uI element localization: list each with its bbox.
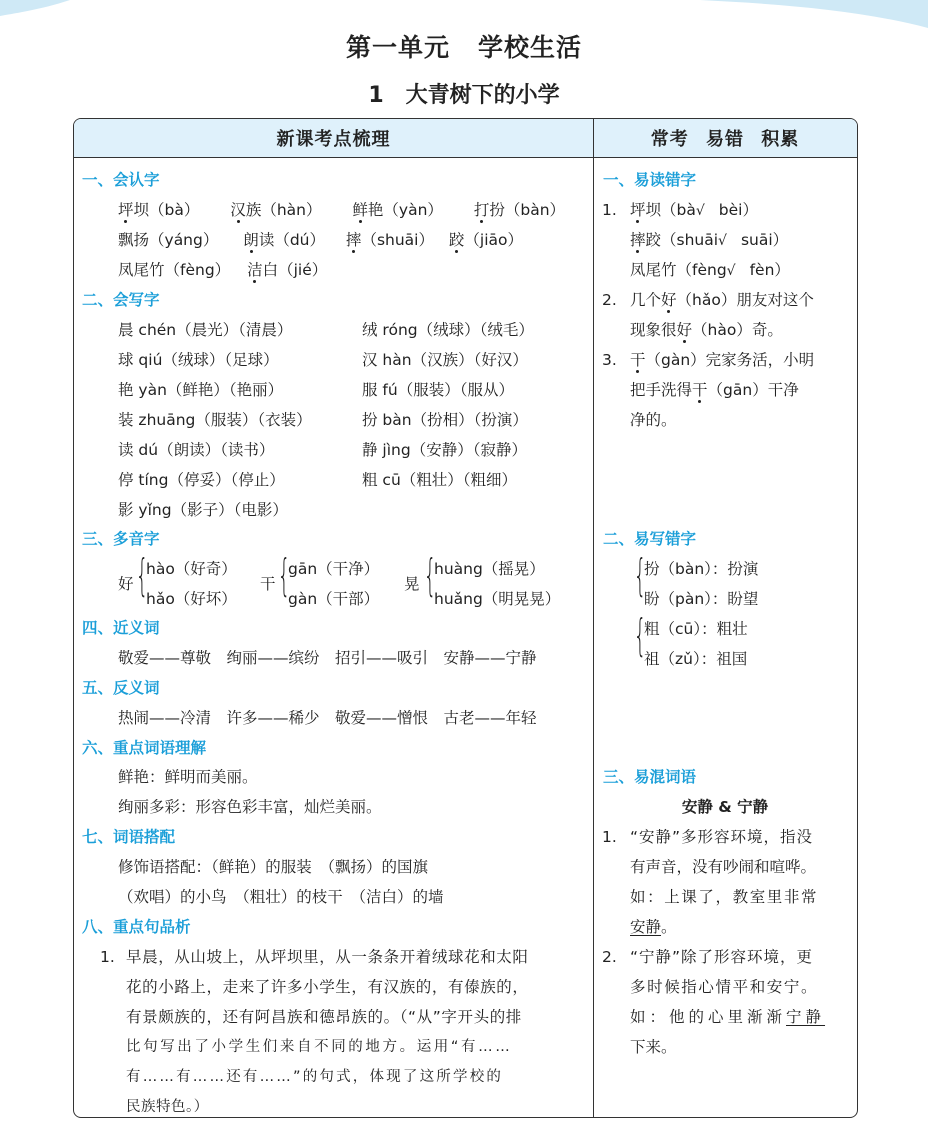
check-icon: √: [726, 263, 736, 279]
char-row: [118, 199, 565, 221]
section-title: 四、近义词: [82, 619, 160, 637]
item-number: 1.: [602, 828, 617, 846]
explanation-line: “宁静”除了形容环境，更: [630, 948, 814, 966]
miswritten-item: 盼（pàn）：盼望: [644, 590, 759, 608]
polyphone-reading: huàng（摇晃）: [434, 560, 545, 578]
char: 摔: [345, 231, 362, 249]
check-icon: √: [718, 233, 727, 249]
sentence-line: 早晨，从山坡上，从坪坝里，从一条条开着绒球花和太阳: [126, 948, 529, 966]
explanation-line: 有声音，没有吵闹和喧哗。: [630, 858, 817, 876]
column-divider: [593, 119, 594, 1118]
write-char-item: 艳 yàn（鲜艳）（艳丽）: [118, 381, 284, 399]
write-char-item: 停 tíng（停妥）（停止）: [118, 471, 285, 489]
pinyin: bèi）: [718, 201, 758, 219]
misread-item: [630, 349, 814, 371]
pinyin: 坝（bà: [645, 201, 696, 219]
char: 洁: [247, 261, 263, 279]
write-char-item: 静 jìng（安静）（寂静）: [362, 441, 527, 459]
polyphone-char: 干: [260, 575, 276, 593]
char-pinyin: 读（dú）: [258, 231, 325, 249]
char: 汉: [230, 201, 246, 219]
left-column-header: [74, 119, 593, 158]
text: 现象很: [630, 321, 677, 339]
char: 飘: [118, 231, 134, 249]
left-column-title: 新课考点梳理: [276, 129, 391, 150]
item-number: 3.: [602, 351, 617, 369]
brace-icon: {: [633, 550, 647, 601]
char: 凤尾: [118, 261, 150, 279]
misread-item: [630, 379, 799, 401]
char: 干: [692, 381, 708, 399]
write-char-item: 晨 chén（晨光）（清晨）: [118, 321, 293, 339]
section-title: 五、反义词: [82, 679, 160, 697]
word-meaning: 绚丽多彩：形容色彩丰富，灿烂美丽。: [118, 798, 382, 816]
misread-item: [630, 259, 790, 282]
misread-item: 净的。: [630, 411, 677, 429]
explanation-line: “安静”多形容环境，指没: [630, 828, 814, 846]
text: （hǎo）朋友对这个: [676, 291, 814, 309]
char: 好: [661, 291, 677, 309]
polyphone-char: 好: [118, 575, 134, 593]
explanation-line: [630, 916, 677, 938]
underlined-word: 宁静: [786, 1008, 826, 1026]
char-pinyin: 坝（bà）: [133, 201, 200, 219]
sentence-line: 花的小路上，走来了许多小学生，有汉族的，有傣族的，: [126, 978, 529, 996]
word-meaning: 鲜艳：鲜明而美丽。: [118, 768, 258, 786]
char: 摔: [630, 231, 646, 249]
item-number: 2.: [602, 948, 617, 966]
item-number: 1.: [602, 201, 617, 219]
polyphone-reading: gàn（干部）: [288, 590, 380, 608]
char-row: [118, 229, 523, 251]
write-char-item: 汉 hàn（汉族）（好汉）: [362, 351, 528, 369]
misread-item: [630, 199, 758, 222]
misread-item: [630, 289, 814, 311]
antonyms: 热闹——冷清 许多——稀少 敬爱——憎恨 古老——年轻: [118, 709, 537, 727]
section-title: 一、易读错字: [603, 171, 697, 189]
lesson-name: 大青树下的小学: [405, 83, 560, 108]
section-title: 二、易写错字: [603, 530, 697, 548]
text: （gàn）完家务活，小明: [645, 351, 815, 369]
pinyin: suāi）: [740, 231, 789, 249]
explanation-line: 如：上课了，教室里非常: [630, 888, 819, 906]
char-pinyin: 族（hàn）: [245, 201, 322, 219]
write-char-item: 扮 bàn（扮相）（扮演）: [362, 411, 528, 429]
sentence-note: 民族特色。）: [126, 1099, 209, 1115]
char: 鲜: [352, 201, 368, 219]
pinyin: fèn）: [749, 261, 790, 279]
misread-item: [630, 229, 788, 252]
brace-icon: {: [423, 550, 437, 601]
sentence-line: 有景颇族的，还有阿昌族和德昂族的。（“从”字开头的排: [126, 1008, 522, 1026]
confusable-words-title: 安静 & 宁静: [681, 798, 769, 816]
synonyms: 敬爱——尊敬 绚丽——缤纷 招引——吸引 安静——宁静: [118, 649, 537, 667]
brace-icon: {: [135, 550, 149, 601]
polyphone-reading: huǎng（明晃晃）: [434, 590, 561, 608]
content-table: [73, 118, 858, 1118]
miswritten-item: 祖（zǔ）：祖国: [644, 650, 748, 668]
miswritten-item: 扮（bàn）：扮演: [644, 560, 759, 578]
char-pinyin: 扮（bàn）: [489, 201, 566, 219]
item-number: 1.: [100, 948, 115, 966]
char: 朗: [243, 231, 259, 249]
section-title: 三、多音字: [82, 530, 160, 548]
lesson-number: 1: [368, 83, 384, 108]
char: 干: [630, 351, 646, 369]
pinyin: 跤（shuāi: [645, 231, 719, 249]
brace-icon: {: [277, 550, 291, 601]
unit-number: 第一单元: [345, 33, 450, 62]
section-title: 一、会认字: [82, 171, 160, 189]
char: 好: [676, 321, 693, 339]
sentence-note: 有……有……还有……”的句式，体现了这所学校的: [126, 1069, 504, 1085]
item-number: 2.: [602, 291, 617, 309]
explanation-line: 下来。: [630, 1038, 677, 1056]
lesson-title: [0, 78, 928, 109]
brace-icon: {: [633, 610, 647, 661]
word-collocation: 修饰语搭配：（鲜艳）的服装 （飘扬）的国旗: [118, 858, 429, 876]
write-char-item: 装 zhuāng（服装）（衣装）: [118, 411, 312, 429]
char-pinyin: （jiāo）: [464, 231, 524, 249]
write-char-item: 粗 cū（粗壮）（粗细）: [362, 471, 518, 489]
section-title: 六、重点词语理解: [82, 739, 207, 757]
explanation-line: [630, 1006, 825, 1028]
section-title: 三、易混词语: [603, 768, 697, 786]
write-char-item: 球 qiú（绒球）（足球）: [118, 351, 279, 369]
word-collocation: （欢唱）的小鸟 （粗壮）的枝干 （洁白）的墙: [118, 888, 444, 906]
char-pinyin: 扬（yáng）: [133, 231, 219, 249]
unit-name: 学校生活: [478, 33, 583, 62]
right-column-header: [593, 119, 857, 158]
sentence-note: 比句写出了小学生们来自不同的地方。运用“有……: [126, 1039, 513, 1055]
text: （hào）奇。: [692, 321, 783, 339]
write-char-item: 绒 róng（绒球）（绒毛）: [362, 321, 534, 339]
polyphone-reading: hǎo（好坏）: [146, 590, 237, 608]
text: 把手洗得: [630, 381, 693, 399]
right-column-title: 常考 易错 积累: [650, 129, 800, 150]
text: 如：他的心里渐渐: [630, 1008, 787, 1026]
underlined-word: 安静: [630, 918, 662, 936]
polyphone-char: 晃: [404, 575, 420, 593]
misread-item: [630, 319, 783, 341]
char-pinyin: 白（jié）: [262, 261, 328, 279]
char-pinyin: 艳（yàn）: [367, 201, 443, 219]
section-title: 二、会写字: [82, 291, 160, 309]
write-char-item: 影 yǐng（影子）（电影）: [118, 501, 288, 519]
section-title: 八、重点句品析: [82, 918, 191, 936]
polyphone-reading: gān（干净）: [288, 560, 380, 578]
check-icon: √: [695, 203, 705, 219]
text: 。: [661, 918, 677, 936]
char: 坪: [118, 201, 134, 219]
text: 几个: [630, 291, 662, 309]
miswritten-item: 粗（cū）：粗壮: [644, 620, 748, 638]
char: 坪: [630, 201, 646, 219]
explanation-line: 多时候指心情平和安宁。: [630, 978, 819, 996]
polyphone-reading: hào（好奇）: [146, 560, 237, 578]
char: 打: [473, 201, 490, 219]
pinyin: 凤尾竹（fèng: [630, 261, 727, 279]
char-pinyin: 竹（fèng）: [149, 261, 231, 279]
write-char-item: 服 fú（服装）（服从）: [362, 381, 514, 399]
unit-title: [0, 28, 928, 64]
section-title: 七、词语搭配: [82, 828, 176, 846]
char-row: [118, 259, 327, 281]
char-pinyin: （shuāi）: [361, 231, 434, 249]
write-char-item: 读 dú（朗读）（读书）: [118, 441, 275, 459]
text: （gān）干净: [707, 381, 799, 399]
char: 跤: [448, 231, 465, 249]
